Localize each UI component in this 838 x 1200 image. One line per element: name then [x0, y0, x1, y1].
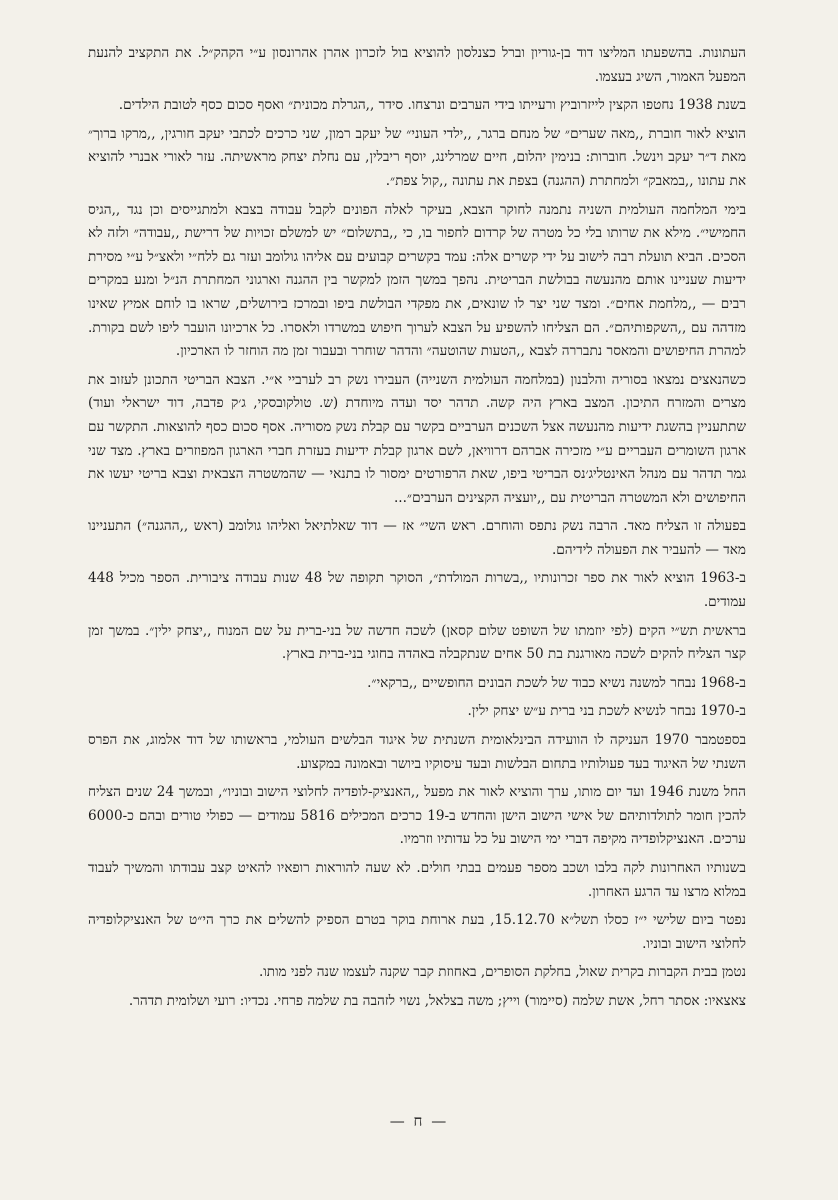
paragraph: צאצאיו: אסתר רחל, אשת שלמה (סיימור) וייץ; משה בצלאל, נשוי לזהבה בת שלמה פרחי. נכדיו: רועי ושלומית תדהר.: [128, 992, 746, 1009]
paragraph: הוציא לאור חוברת ,,מאה שערים״ של מנחם ברגר, ,,ילדי העוני״ של יעקב רמון, שני כרכים לכתבי יעקב חורגין, ,,מרקו ברוך״ מאת ד״ר יעקב וינשל. חוברות: בנימין יהלום, חיים שמרלינג, יוסף ריבלין, עם נחלת יצחק מראשיתה. עזר לאורי אבנרי להוציא את עתונו ,,במאבק״ ולמחתרת (ההגנה) בצפת את עתונה ,,קול צפת״.: [88, 125, 746, 189]
paragraph: בשנת 1938 נחטפו הקצין לייזרוביץ ורעייתו בידי הערבים ונרצחו. סידר ,,הגרלת מכונית״ ואסף סכום כסף לטובת הילדים.: [118, 97, 746, 114]
body-text: [88, 42, 746, 1014]
paragraph: כשהנאצים נמצאו בסוריה והלבנון (במלחמה העולמית השנייה) העבירו נשק רב לערביי א״י. הצבא הבריטי התכונן לעזוב את מצרים והמזרח התיכון. המצב בארץ היה קשה. תדהר יסד ועדה מיוחדת (ש. טולקובסקי, ג׳ק פדבה, דוד ישראלי ועוד) שתתעניין בהשגת ידיעות מהנעשה אצל השכנים הערביים בקשר עם קבלת נשק מסוריה. אסף סכום כסף להוצאות. התקשר עם ארגון השומרים העבריים ע״י מזכירה אברהם דרוויאן, לשם ארגון קבלת ידיעות בעזרת חברי הארגון המפוזרים בארץ. מצד שני גמר תדהר עם מנהל האינטליג׳נס הבריטי ביפו, שאת הרפורטים ימסור לו בתנאי — שהמשטרה הצבאית וצבא בריטי יעשו את החיפושים ולא המשטרה הבריטית עם ,,יועציה הקצינים הערבים״...: [88, 371, 746, 506]
paragraph: בשנותיו האחרונות לקה בלבו ושכב מספר פעמים בבתי חולים. לא שעה להוראות רופאיו להאיט קצב עבודתו והמשיך לעבוד במלוא מרצו עד הרגע האחרון.: [88, 860, 746, 900]
paragraph: החל משנת 1946 ועד יום מותו, ערך והוציא לאור את מפעל ,,האנציק-לופדיה לחלוצי הישוב ובוניו״, ובמשך 24 שנים הצליח להכין חומר לתולדותיהם של אישי הישוב הישן והחדש ב-19 כרכים המכילים 5816 עמודים — כפולי טורים ובהם כ-6000 ערכים. האנציקלופדיה מקיפה דברי ימי הישוב על כל עדותיו וזרמיו.: [88, 784, 747, 848]
paragraph: ב-1963 הוציא לאור את ספר זכרונותיו ,,בשרות המולדת״, הסוקר תקופה של 48 שנות עבודה ציבורית. הספר מכיל 448 עמודים.: [88, 570, 746, 611]
paragraph: העתונות. בהשפעתו המליצו דוד בן-גוריון וברל כצנלסון להוציא בול לזכרון אהרן אהרונסון ע״י הקהק״ל. את התקציב להנעת המפעל האמור, השיג בעצמו.: [88, 45, 746, 85]
paragraph: ב-1968 נבחר למשנה נשיא כבוד של לשכת הבונים החופשיים ,,ברקאי״.: [367, 674, 746, 691]
paragraph: ב-1970 נבחר לנשיא לשכת בני ברית ע״ש יצחק ילין.: [467, 703, 746, 720]
paragraph: נפטר ביום שלישי י״ז כסלו תשל״א 15.12.70, בעת ארוחת בוקר בטרם הספיק להשלים את כרך הי״ט של האנציקלופדיה לחלוצי הישוב ובוניו.: [88, 912, 746, 952]
paragraph: בימי המלחמה העולמית השניה נתמנה לחוקר הצבא, בעיקר לאלה הפונים לקבל עבודה בצבא ולמתגייסים וכן נגד ,,הגיס החמישי״. מילא את שרותו בלי כל מטרה של קרדום לחפור בו, כי ,,בתשלום״ יש למשלם זכויות של דרישת ,,עבודה״ ולזה לא הסכים. הביא תועלת רבה לישוב על ידי קשרים אלה: עמד בקשרים קבועים עם אליהו גולומב ועזר גם ללח״י ולאצ״ל ע״י מסירת ידיעות שעניינו אותם מהנעשה בבולשת הבריטית. נהפך במשך הזמן למקשר בין ההגנה וארגוני המחתרת הנ״ל ומנע במקרים רבים — ,,מלחמת אחים״. ומצד שני יצר לו שונאים, את מפקדי הבולשת ביפו ובמרכז בירושלים, שראו בו לוחם אמיץ שאינו מזדהה עם ,,השקפותיהם״. הם הצליחו להשפיע על הצבא לערוך חיפוש במשרדו ולאסרו. כל ארכיונו הועבר ליפו לשם בקורת. למהרת החיפושים והמאסר נתבררה לצבא ,,הטעות שהוטעה״ והדהר שוחרר ובעבור זמן מה הוחזר לו הארכיון.: [88, 201, 746, 360]
page-number: — ח —: [389, 1112, 449, 1130]
paragraph: בראשית תש״י הקים (לפי יוזמתו של השופט שלום קסאן) לשכה חדשה של בני-ברית על שם המנוח ,,יצחק ילין״. במשך זמן קצר הצליח להקים לשכה מאורגנת בת 50 אחים שנתקבלה באהדה בחוגי בני-ברית בארץ.: [88, 622, 746, 663]
paragraph: נטמן בבית הקברות בקרית שאול, בחלקת הסופרים, באחוזת קבר שקנה לעצמו שנה לפני מותו.: [258, 964, 746, 981]
paragraph: בפעולה זו הצליח מאד. הרבה נשק נתפס והוחרם. ראש השי״ אז — דוד שאלתיאל ואליהו גולומב (ראש ,,ההגנה״) התעניינו מאד — להעביר את הפעולה לידיהם.: [88, 518, 746, 558]
paragraph: בספטמבר 1970 העניקה לו הוועידה הבינלאומית השנתית של איגוד הבלשים העולמי, בראשותו של דוד אלמוג, את הפרס השנתי של האיגוד בעד פעולותיו בתחום הבלשות ובעד עיסוקיו ביושר ובאמונה במקצוע.: [88, 732, 746, 772]
